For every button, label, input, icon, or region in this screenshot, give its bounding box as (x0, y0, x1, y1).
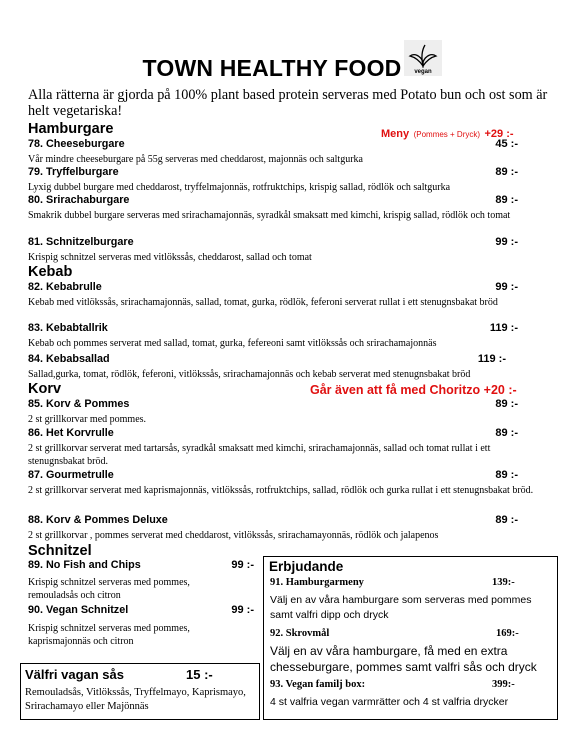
menu-item-price: 99 :- (231, 559, 254, 571)
menu-item-price: 89 :- (495, 427, 518, 439)
choritzo-note: Går även att få med Choritzo +20 :- (310, 383, 517, 397)
offers-box (263, 556, 558, 720)
section-heading-korv: Korv (28, 381, 62, 397)
menu-item-desc: 2 st grillkorvar , pommes serverat med cheddarost, vitlökssås, srirachamayonnäs, rödlök och jalapenos (28, 530, 439, 541)
menu-item-name: 80. Srirachaburgare (28, 194, 130, 206)
menu-item-name: 85. Korv & Pommes (28, 398, 130, 410)
menu-item-desc: Sallad,gurka, tomat, rödlök, feferoni, vitlökssås, srirachamajonnäs och kebab serverat med stenugnsbakat bröd (28, 369, 471, 380)
menu-item-price: 119 :- (477, 353, 506, 365)
offers-heading: Erbjudande (269, 559, 344, 574)
section-heading-schnitzel: Schnitzel (28, 543, 92, 559)
offer-price: 139:- (492, 577, 515, 588)
menu-item-price: 99 :- (495, 281, 518, 293)
offer-price: 399:- (492, 679, 515, 690)
menu-item-price: 99 :- (495, 236, 518, 248)
menu-item-name: 90. Vegan Schnitzel (28, 604, 129, 616)
menu-item-desc: Krispig schnitzel serveras med pommes, kaprismajonnäs och citron (28, 623, 190, 647)
sauce-heading: Välfri vagan sås (25, 667, 124, 682)
menu-item-name: 81. Schnitzelburgare (28, 236, 134, 248)
menu-item-name: 88. Korv & Pommes Deluxe (28, 514, 168, 526)
offer-name: 93. Vegan familj box: (270, 679, 366, 690)
menu-item-desc: Kebab med vitlökssås, srirachamajonnäs, sallad, tomat, gurka, rödlök, feferoni serverat rullat i ett stenugnsbakat bröd (28, 297, 498, 308)
offer-name: 91. Hamburgarmeny (270, 577, 364, 588)
menu-item-desc: Smakrik dubbel burgare serveras med srirachamajonnäs, syradkål smaksatt med kimchi, krispig sallad, rödlök och tomat (28, 210, 511, 221)
menu-item-name: 83. Kebabtallrik (28, 322, 108, 334)
menu-item-price: 89 :- (495, 166, 518, 178)
offer-name: 92. Skrovmål (270, 628, 330, 639)
menu-item-name: 86. Het Korvrulle (28, 427, 114, 439)
menu-item-price: 89 :- (495, 398, 518, 410)
meny-price: +29 :- (484, 128, 514, 140)
offer-desc: Välj en av våra hamburgare, få med en extra chesseburgare, pommes samt valfri sås och dryck (270, 644, 537, 674)
menu-item-desc: Lyxig dubbel burgare med cheddarost, tryffelmajonnäs, rotfruktchips, krispig sallad, rödlök och saltgurka (28, 182, 451, 193)
section-heading-kebab: Kebab (28, 264, 73, 280)
menu-item-price: 89 :- (495, 194, 518, 206)
vegan-logo (404, 40, 442, 76)
section-heading-hamburgare: Hamburgare (28, 121, 114, 137)
intro-text: Alla rätterna är gjorda på 100% plant based protein serveras med Potato bun och ost som är helt vegetariska! (28, 87, 548, 119)
menu-item-desc: Krispig schnitzel serveras med pommes, remouladsås och citron (28, 577, 190, 601)
menu-item-desc: Kebab och pommes serverat med sallad, tomat, gurka, fefereoni samt vitlökssås och srirachamajonnäs (28, 338, 437, 349)
logo-text: vegan (414, 69, 432, 75)
menu-item-desc: 2 st grillkorvar med pommes. (28, 414, 147, 425)
meny-label: Meny (381, 128, 410, 140)
menu-item-name: 82. Kebabrulle (28, 281, 102, 293)
menu-item-price: 89 :- (495, 469, 518, 481)
menu-item-desc: Krispig schnitzel serveras med vitlökssås, cheddarost, sallad och tomat (28, 252, 312, 263)
sauce-options: Remouladsås, Vitlökssås, Tryffelmayo, Kaprismayo, Srirachamayo eller Majönnäs (25, 687, 246, 712)
menu-item-name: 89. No Fish and Chips (28, 559, 141, 571)
page-title: TOWN HEALTHY FOOD (142, 55, 402, 81)
menu-item-price: 119 :- (489, 322, 518, 334)
offer-desc: 4 st valfria vegan varmrätter och 4 st valfria drycker (270, 696, 509, 708)
menu-item-price: 99 :- (231, 604, 254, 616)
sauce-box (20, 663, 260, 720)
menu-item-price: 45 :- (495, 138, 518, 150)
menu-item-name: 78. Cheeseburgare (28, 138, 125, 150)
offer-price: 169:- (496, 628, 519, 639)
sauce-price: 15 :- (186, 667, 213, 682)
menu-item-name: 84. Kebabsallad (28, 353, 110, 365)
menu-item-desc: 2 st grillkorvar serverat med tartarsås, syradkål smaksatt med kimchi, srirachamajonnäs, sallad och tomat rullat i ett stenugnsbakat bröd. (28, 443, 491, 467)
menu-item-price: 89 :- (495, 514, 518, 526)
menu-item-name: 87. Gourmetrulle (28, 469, 114, 481)
menu-item-name: 79. Tryffelburgare (28, 166, 119, 178)
menu-item-desc: 2 st grillkorvar serverat med kaprismajonnäs, vitlökssås, rotfruktchips, sallad, rödlök och gurka rullat i ett stenugnsbakat bröd. (28, 485, 534, 496)
offer-desc: Välj en av våra hamburgare som serveras med pommes samt valfri dipp och dryck (270, 594, 532, 621)
meny-detail: (Pommes + Dryck) (413, 130, 481, 139)
menu-item-desc: Vår mindre cheeseburgare på 55g serveras med cheddarost, majonnäs och saltgurka (28, 154, 363, 165)
